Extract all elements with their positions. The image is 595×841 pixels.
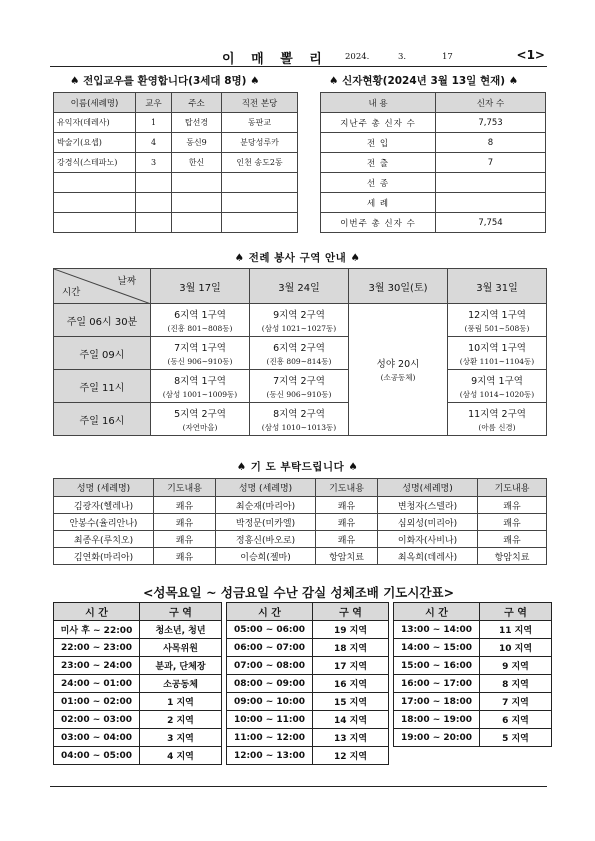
prayer-col-header: 기도내용: [154, 479, 216, 497]
issue-month: 3.: [398, 52, 407, 62]
zone-label: 5지역 2구역: [174, 408, 226, 420]
liturgy-time: 주일 09시: [54, 337, 151, 370]
adoration-time: 22:00 ~ 23:00: [54, 639, 140, 657]
adoration-zone: 소공동체: [140, 675, 222, 693]
adoration-col-header: 구 역: [480, 603, 552, 621]
welcome-col-header: 주소: [172, 93, 222, 113]
welcome-cell: 유익자(데레사): [54, 113, 136, 133]
adoration-time: 23:00 ~ 24:00: [54, 657, 140, 675]
adoration-zone: 1 지역: [140, 693, 222, 711]
zone-detail: (삼성 1010~1013동): [261, 422, 337, 432]
adoration-zone: 16 지역: [313, 675, 389, 693]
believers-count: 7: [436, 153, 546, 173]
welcome-cell: 강경식(스테파노): [54, 153, 136, 173]
zone-detail: (상환 1101~1104동): [459, 356, 535, 366]
liturgy-cell: [151, 370, 250, 403]
adoration-time: 미사 후 ~ 22:00: [54, 621, 140, 639]
welcome-cell: [136, 193, 172, 213]
prayer-intent: 항암치료: [316, 548, 378, 565]
prayer-intent: 쾌유: [478, 497, 547, 514]
prayer-name: 김광자(헬레나): [54, 497, 154, 514]
adoration-time: 14:00 ~ 15:00: [394, 639, 480, 657]
adoration-zone: 15 지역: [313, 693, 389, 711]
adoration-zone: 분과, 단체장: [140, 657, 222, 675]
adoration-time: 02:00 ~ 03:00: [54, 711, 140, 729]
adoration-time: 18:00 ~ 19:00: [394, 711, 480, 729]
adoration-time: 12:00 ~ 13:00: [227, 747, 313, 765]
liturgy-date-4: 3월 31일: [448, 269, 547, 304]
believers-count: [436, 173, 546, 193]
welcome-cell: [172, 213, 222, 233]
liturgy-date-1: 3월 17일: [151, 269, 250, 304]
adoration-time: 17:00 ~ 18:00: [394, 693, 480, 711]
adoration-zone: 5 지역: [480, 729, 552, 747]
liturgy-cell: [250, 337, 349, 370]
believers-row: [321, 173, 546, 193]
adoration-zone: [480, 747, 552, 765]
believers-table: [320, 92, 546, 233]
adoration-time: 10:00 ~ 11:00: [227, 711, 313, 729]
liturgy-time: 주일 11시: [54, 370, 151, 403]
welcome-cell: [136, 173, 172, 193]
liturgy-row: [54, 337, 547, 370]
prayer-row: [54, 514, 547, 531]
welcome-table: [53, 92, 298, 233]
believers-row: [321, 113, 546, 133]
adoration-col-header: 시 간: [394, 603, 480, 621]
adoration-row: [54, 657, 552, 675]
welcome-cell: 3: [136, 153, 172, 173]
welcome-cell: 동판교: [222, 113, 298, 133]
welcome-cell: [54, 193, 136, 213]
believers-label: 전 입: [321, 133, 436, 153]
adoration-zone: 12 지역: [313, 747, 389, 765]
prayer-intent: 쾌유: [478, 514, 547, 531]
prayer-table: [53, 478, 547, 565]
welcome-row: [54, 133, 298, 153]
believers-title: ♠ 신자현황(2024년 3월 13일 현재) ♠: [329, 75, 519, 87]
liturgy-cell: [448, 304, 547, 337]
prayer-intent: 쾌유: [478, 531, 547, 548]
page-number: <1>: [516, 48, 545, 62]
prayer-col-header: 성명(세례명): [378, 479, 478, 497]
prayer-row: [54, 497, 547, 514]
welcome-cell: [222, 213, 298, 233]
prayer-name: 김연화(마리아): [54, 548, 154, 565]
welcome-row: [54, 173, 298, 193]
prayer-name: 심외성(미리아): [378, 514, 478, 531]
adoration-time: 06:00 ~ 07:00: [227, 639, 313, 657]
liturgy-header-row: [54, 269, 547, 304]
prayer-title: ♠ 기 도 부탁드립니다 ♠: [236, 461, 359, 473]
prayer-intent: 쾌유: [154, 548, 216, 565]
adoration-col-header: 시 간: [54, 603, 140, 621]
prayer-intent: 항암치료: [478, 548, 547, 565]
adoration-zone: 18 지역: [313, 639, 389, 657]
believers-count: 7,754: [436, 213, 546, 233]
issue-day: 17: [442, 52, 453, 62]
liturgy-table: [53, 268, 547, 436]
believers-body: [321, 113, 546, 233]
zone-label: 12지역 1구역: [468, 309, 526, 321]
adoration-title: <성목요일 ~ 성금요일 수난 감실 성체조배 기도시간표>: [142, 585, 455, 600]
adoration-row: [54, 675, 552, 693]
prayer-intent: 쾌유: [316, 514, 378, 531]
prayer-name: 최옥희(데레사): [378, 548, 478, 565]
welcome-col-header: 교우: [136, 93, 172, 113]
welcome-cell: 한신: [172, 153, 222, 173]
welcome-header-row: [54, 93, 298, 113]
zone-label: 7지역 2구역: [273, 375, 325, 387]
believers-col-header: 내 용: [321, 93, 436, 113]
welcome-cell: [136, 213, 172, 233]
adoration-time: 15:00 ~ 16:00: [394, 657, 480, 675]
liturgy-cell: [250, 370, 349, 403]
believers-header-row: [321, 93, 546, 113]
zone-label: 9지역 2구역: [273, 309, 325, 321]
adoration-time: 05:00 ~ 06:00: [227, 621, 313, 639]
welcome-cell: [54, 213, 136, 233]
adoration-zone: 사목위원: [140, 639, 222, 657]
liturgy-row: [54, 304, 547, 337]
zone-label: 6지역 1구역: [174, 309, 226, 321]
liturgy-cell: [250, 304, 349, 337]
adoration-row: [54, 621, 552, 639]
welcome-cell: [172, 173, 222, 193]
prayer-col-header: 기도내용: [316, 479, 378, 497]
zone-label: 9지역 1구역: [471, 375, 523, 387]
zone-detail: (삼성 1001~1009동): [162, 389, 238, 399]
adoration-col-header: 시 간: [227, 603, 313, 621]
welcome-title: ♠ 전입교우를 환영합니다(3세대 8명) ♠: [70, 75, 260, 87]
believers-count: [436, 193, 546, 213]
prayer-col-header: 기도내용: [478, 479, 547, 497]
liturgy-corner-cell: [54, 269, 151, 304]
prayer-intent: 쾌유: [316, 497, 378, 514]
prayer-name: 박정문(미카엘): [216, 514, 316, 531]
prayer-name: 이승희(젤마): [216, 548, 316, 565]
believers-row: [321, 193, 546, 213]
welcome-row: [54, 193, 298, 213]
welcome-row: [54, 153, 298, 173]
bulletin-header: [50, 46, 547, 68]
welcome-row: [54, 213, 298, 233]
welcome-cell: [54, 173, 136, 193]
liturgy-cell: [151, 337, 250, 370]
zone-label: 11지역 2구역: [468, 408, 526, 420]
believers-row: [321, 133, 546, 153]
adoration-zone: 14 지역: [313, 711, 389, 729]
zone-label: 7지역 1구역: [174, 342, 226, 354]
footer-rule: [50, 786, 547, 787]
zone-detail: (동신 906~910동): [167, 356, 233, 366]
adoration-row: [54, 747, 552, 765]
believers-label: 지난주 총 신자 수: [321, 113, 436, 133]
adoration-zone: 19 지역: [313, 621, 389, 639]
prayer-header-row: [54, 479, 547, 497]
zone-detail: (자연마을): [182, 422, 218, 432]
prayer-intent: 쾌유: [316, 531, 378, 548]
welcome-cell: [172, 193, 222, 213]
welcome-col-header: 직전 본당: [222, 93, 298, 113]
believers-label: 선 종: [321, 173, 436, 193]
prayer-name: 정홍신(바오로): [216, 531, 316, 548]
adoration-zone: 11 지역: [480, 621, 552, 639]
welcome-cell: 탑선경: [172, 113, 222, 133]
adoration-time: 24:00 ~ 01:00: [54, 675, 140, 693]
believers-label: 전 출: [321, 153, 436, 173]
believers-label: 세 례: [321, 193, 436, 213]
believers-count: 8: [436, 133, 546, 153]
zone-label: 10지역 1구역: [468, 342, 526, 354]
welcome-row: [54, 113, 298, 133]
corner-date-label: 날짜: [117, 276, 136, 287]
adoration-time: 16:00 ~ 17:00: [394, 675, 480, 693]
prayer-row: [54, 531, 547, 548]
adoration-time: 08:00 ~ 09:00: [227, 675, 313, 693]
adoration-time: 09:00 ~ 10:00: [227, 693, 313, 711]
adoration-col-header: 구 역: [140, 603, 222, 621]
zone-label: 6지역 2구역: [273, 342, 325, 354]
adoration-zone: 3 지역: [140, 729, 222, 747]
adoration-zone: 10 지역: [480, 639, 552, 657]
welcome-body: [54, 113, 298, 233]
liturgy-cell: [448, 370, 547, 403]
prayer-body: [54, 497, 547, 565]
welcome-cell: 1: [136, 113, 172, 133]
adoration-zone: 13 지역: [313, 729, 389, 747]
adoration-zone: 7 지역: [480, 693, 552, 711]
adoration-time: 13:00 ~ 14:00: [394, 621, 480, 639]
bulletin-title: 이 매 뽈 리: [222, 52, 328, 67]
liturgy-date-2: 3월 24일: [250, 269, 349, 304]
adoration-zone: 17 지역: [313, 657, 389, 675]
liturgy-row: [54, 403, 547, 436]
adoration-time: [394, 747, 480, 765]
corner-time-label: 시간: [62, 287, 81, 298]
prayer-intent: 쾌유: [154, 497, 216, 514]
welcome-cell: [222, 173, 298, 193]
zone-label: 8지역 1구역: [174, 375, 226, 387]
adoration-zone: 청소년, 청년: [140, 621, 222, 639]
adoration-time: 19:00 ~ 20:00: [394, 729, 480, 747]
adoration-header-row: [54, 603, 552, 621]
prayer-row: [54, 548, 547, 565]
believers-col-header: 신자 수: [436, 93, 546, 113]
zone-detail: (삼성 1021~1027동): [261, 323, 337, 333]
prayer-name: 이화자(사비나): [378, 531, 478, 548]
adoration-table: [53, 602, 552, 765]
issue-year: 2024.: [345, 52, 370, 62]
welcome-cell: [222, 193, 298, 213]
adoration-time: 04:00 ~ 05:00: [54, 747, 140, 765]
adoration-row: [54, 639, 552, 657]
liturgy-time: 주일 16시: [54, 403, 151, 436]
believers-row: [321, 213, 546, 233]
liturgy-date-3: 3월 30일(토): [349, 269, 448, 304]
welcome-col-header: 이름(세례명): [54, 93, 136, 113]
adoration-body: [54, 621, 552, 765]
prayer-name: 최종우(루치오): [54, 531, 154, 548]
adoration-col-header: 구 역: [313, 603, 389, 621]
liturgy-cell: [151, 403, 250, 436]
believers-label: 이번주 총 신자 수: [321, 213, 436, 233]
liturgy-title: ♠ 전례 봉사 구역 안내 ♠: [234, 252, 361, 264]
adoration-zone: 8 지역: [480, 675, 552, 693]
welcome-cell: 박술기(요셉): [54, 133, 136, 153]
liturgy-cell: [250, 403, 349, 436]
zone-detail: (풍림 501~508동): [464, 323, 530, 333]
zone-detail: (아름 신경): [478, 422, 516, 432]
zone-detail: (진흥 809~814동): [266, 356, 332, 366]
adoration-time: 01:00 ~ 02:00: [54, 693, 140, 711]
prayer-col-header: 성명 (세례명): [216, 479, 316, 497]
welcome-cell: 분당성루카: [222, 133, 298, 153]
welcome-cell: 동신9: [172, 133, 222, 153]
liturgy-cell: [448, 337, 547, 370]
prayer-intent: 쾌유: [154, 514, 216, 531]
liturgy-time: 주일 06시 30분: [54, 304, 151, 337]
believers-row: [321, 153, 546, 173]
adoration-zone: 9 지역: [480, 657, 552, 675]
adoration-zone: 2 지역: [140, 711, 222, 729]
vigil-detail: (소공동체): [380, 373, 416, 382]
zone-label: 8지역 2구역: [273, 408, 325, 420]
liturgy-row: [54, 370, 547, 403]
adoration-row: [54, 711, 552, 729]
adoration-zone: 6 지역: [480, 711, 552, 729]
adoration-zone: 4 지역: [140, 747, 222, 765]
vigil-label: 성야 20시: [376, 359, 420, 370]
zone-detail: (삼성 1014~1020동): [459, 389, 535, 399]
prayer-name: 최순재(마리아): [216, 497, 316, 514]
adoration-time: 03:00 ~ 04:00: [54, 729, 140, 747]
saturday-vigil-cell: [349, 304, 448, 436]
adoration-time: 07:00 ~ 08:00: [227, 657, 313, 675]
prayer-name: 변청자(스텔라): [378, 497, 478, 514]
header-rule: [50, 66, 547, 67]
liturgy-cell: [448, 403, 547, 436]
prayer-intent: 쾌유: [154, 531, 216, 548]
welcome-cell: 4: [136, 133, 172, 153]
prayer-name: 안봉수(율리안나): [54, 514, 154, 531]
zone-detail: (동신 906~910동): [266, 389, 332, 399]
prayer-col-header: 성명 (세례명): [54, 479, 154, 497]
liturgy-cell: [151, 304, 250, 337]
zone-detail: (진흥 801~808동): [167, 323, 233, 333]
adoration-row: [54, 693, 552, 711]
adoration-row: [54, 729, 552, 747]
believers-count: 7,753: [436, 113, 546, 133]
adoration-time: 11:00 ~ 12:00: [227, 729, 313, 747]
welcome-cell: 인천 송도2동: [222, 153, 298, 173]
